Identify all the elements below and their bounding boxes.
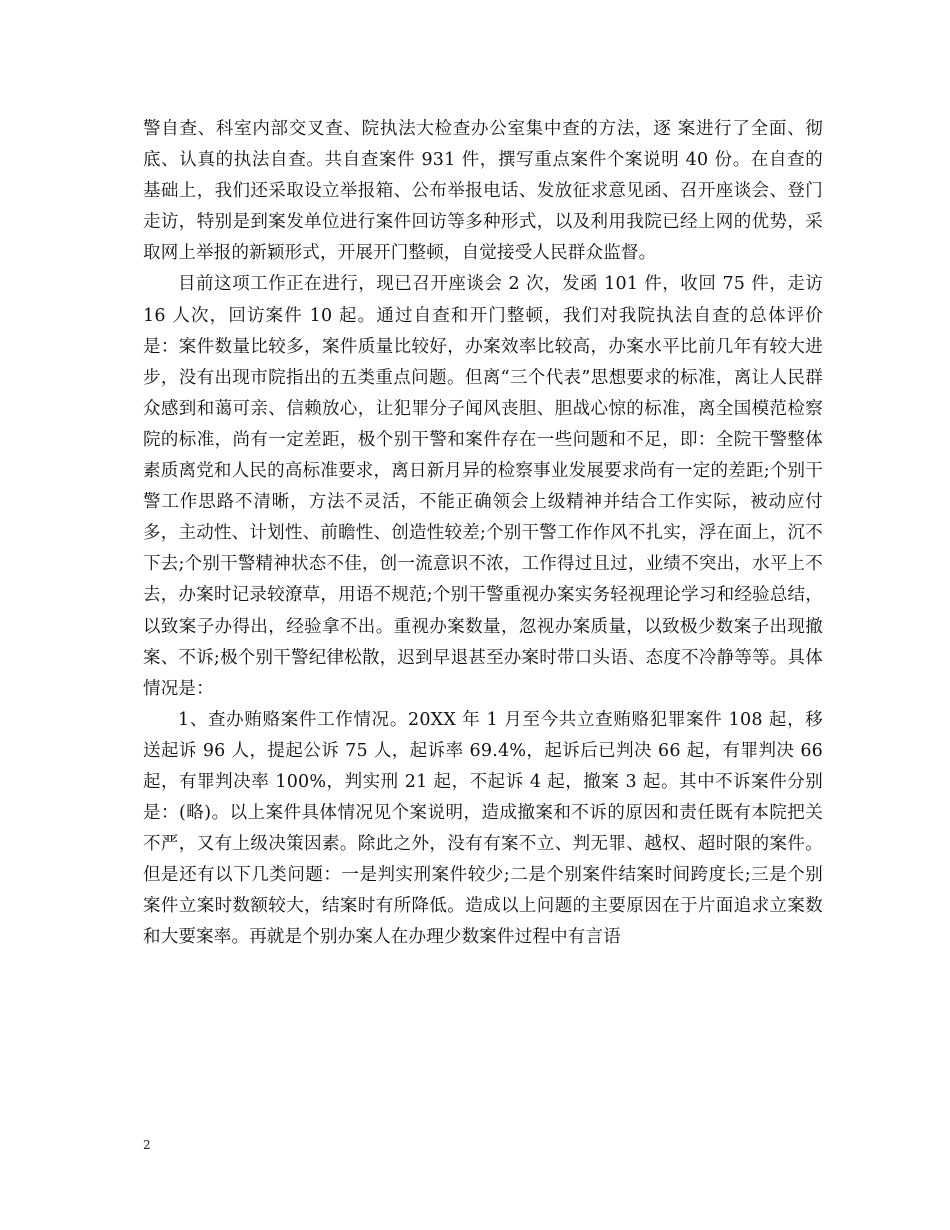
paragraph-bribery-cases: 1、查办贿赂案件工作情况。20XX 年 1 月至今共立查贿赂犯罪案件 108 起，移送起诉 96 人，提起公诉 75 人，起诉率 69.4%，起诉后已判决 66 起，有罪判决 66 起，有罪判决率 100%，判实刑 21 起，不起诉 4 起，撤案 3 起。其中不诉案件分别是：(略)。以上案件具体情况见个案说明，造成撤案和不诉的原因和责任既有本院把关不严，又有上级决策因素。除此之外，没有有案不立、判无罪、越权、超时限的案件。但是还有以下几类问题：一是判实刑案件较少;二是个别案件结案时间跨度长;三是个别案件立案时数额较大，结案时有所降低。造成以上问题的主要原因在于片面追求立案数和大要案率。再就是个别办案人在办理少数案件过程中有言语 (143, 709, 823, 948)
paragraph-overall-evaluation: 目前这项工作正在进行，现已召开座谈会 2 次，发函 101 件，收回 75 件，走访 16 人次，回访案件 10 起。通过自查和开门整顿，我们对我院执法自查的总体评价是：案件数量比较多，案件质量比较好，办案效率比较高，办案水平比前几年有较大进步，没有出现市院指出的五类重点问题。但离“三个代表”思想要求的标准，离让人民群众感到和蔼可亲、信赖放心，让犯罪分子闻风丧胆、胆战心惊的标准，离全国模范检察院的标准，尚有一定差距，极个别干警和案件存在一些问题和不足，即：全院干警整体素质离党和人民的高标准要求，离日新月异的检察事业发展要求尚有一定的差距;个别干警工作思路不清晰，方法不灵活，不能正确领会上级精神并结合工作实际，被动应付多，主动性、计划性、前瞻性、创造性较差;个别干警工作作风不扎实，浮在面上，沉不下去;个别干警精神状态不佳，创一流意识不浓，工作得过且过，业绩不突出，水平上不去，办案时记录较潦草，用语不规范;个别干警重视办案实务轻视理论学习和经验总结，以致案子办得出，经验拿不出。重视办案数量，忽视办案质量，以致极少数案子出现撤案、不诉;极个别干警纪律松散，迟到早退甚至办案时带口头语、态度不冷静等等。具体情况是： (143, 274, 823, 699)
paragraph-self-inspection: 警自查、科室内部交叉查、院执法大检查办公室集中查的方法，逐 案进行了全面、彻底、认真的执法自查。共自查案件 931 件，撰写重点案件个案说明 40 份。在自查的基础上，我们还采取设立举报箱、公布举报电话、发放征求意见函、召开座谈会、登门走访，特别是到案发单位进行案件回访等多种形式，以及利用我院已经上网的优势，采取网上举报的新颖形式，开展开门整顿，自觉接受人民群众监督。 (143, 119, 823, 264)
document-body (143, 114, 823, 954)
page-number: 2 (143, 1138, 151, 1152)
